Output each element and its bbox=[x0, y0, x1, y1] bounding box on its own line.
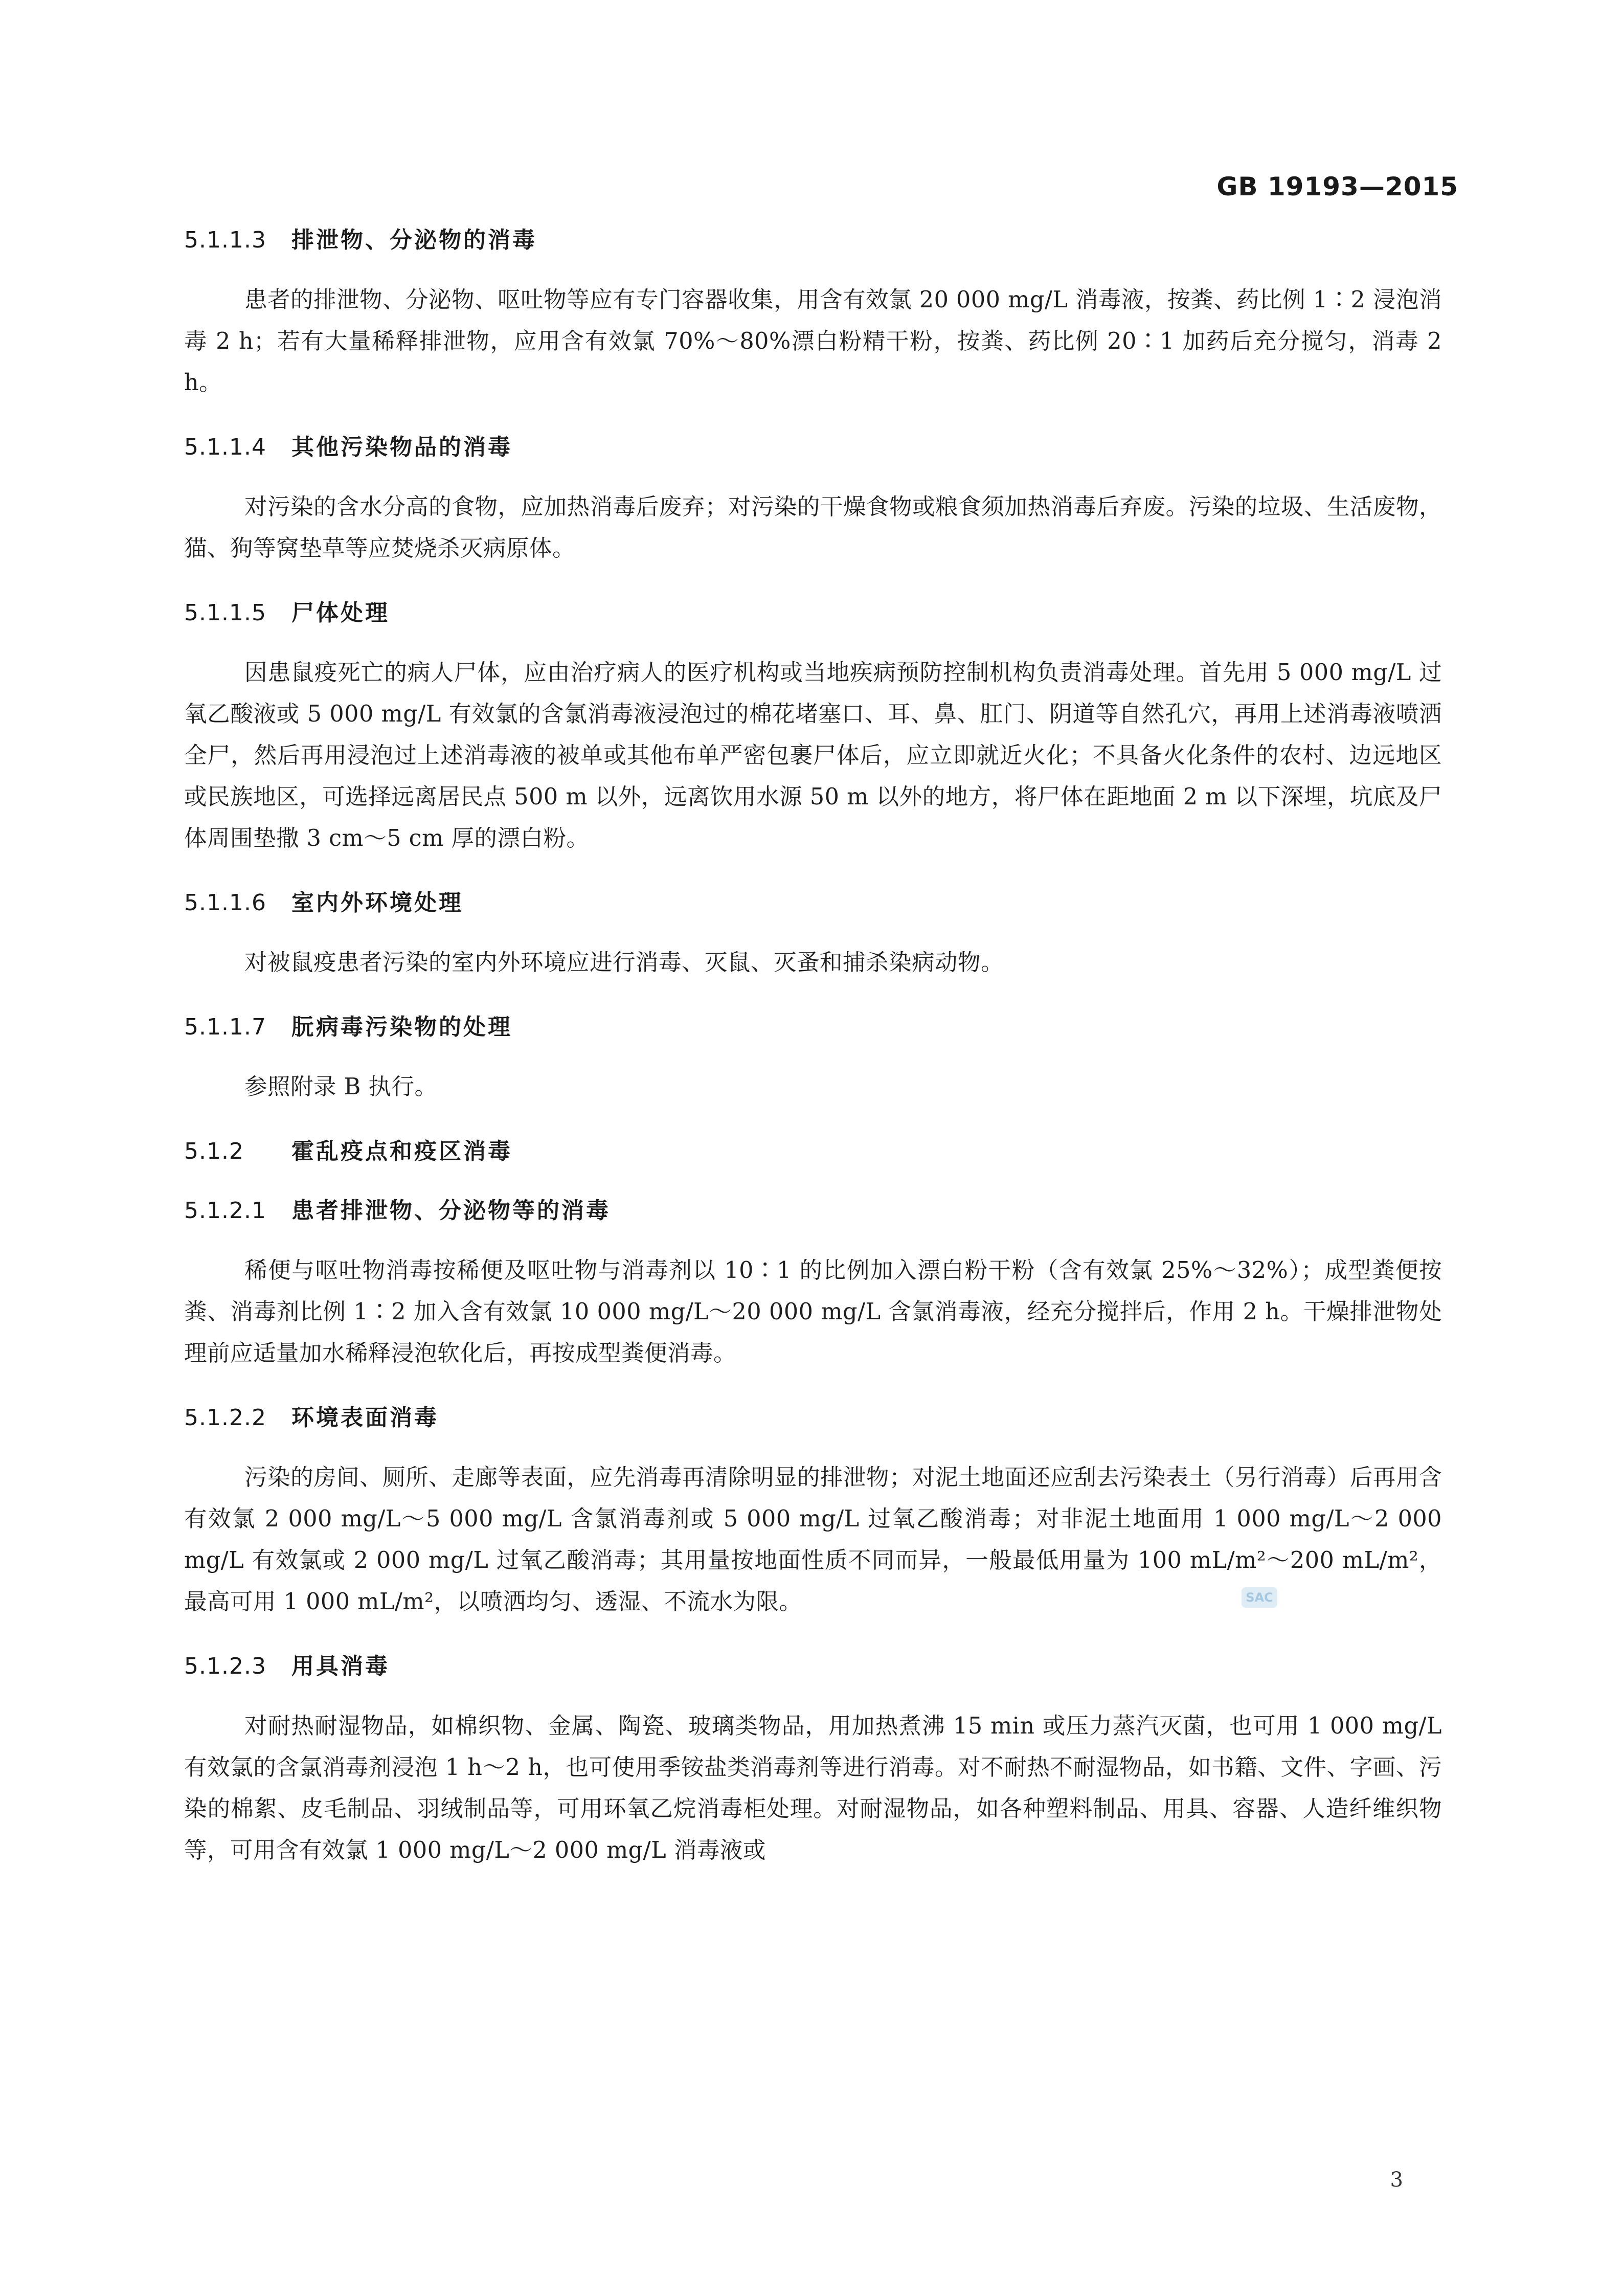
section-heading bbox=[184, 888, 1442, 918]
section-number: 5.1.1.3 bbox=[184, 227, 266, 253]
section-heading bbox=[184, 1136, 1442, 1167]
section-paragraph: 污染的房间、厕所、走廊等表面，应先消毒再清除明显的排泄物；对泥土地面还应刮去污染表土（另行消毒）后再用含有效氯 2 000 mg/L～5 000 mg/L 含氯消毒剂或 5 000 mg/L 过氧乙酸消毒；对非泥土地面用 1 000 mg/L～2 000 mg/L 有效氯或 2 000 mg/L 过氧乙酸消毒；其用量按地面性质不同而异，一般最低用量为 100 mL/m²～200 mL/m²，最高可用 1 000 mL/m²，以喷洒均匀、透湿、不流水为限。 bbox=[184, 1465, 1442, 1615]
section-title: 朊病毒污染物的处理 bbox=[291, 1014, 512, 1040]
section-number: 5.1.1.7 bbox=[184, 1014, 266, 1040]
section-title: 室内外环境处理 bbox=[291, 890, 463, 916]
section-paragraph: 患者的排泄物、分泌物、呕吐物等应有专门容器收集，用含有效氯 20 000 mg/L 消毒液，按粪、药比例 1∶2 浸泡消毒 2 h；若有大量稀释排泄物，应用含有效氯 70%～80%漂白粉精干粉，按粪、药比例 20∶1 加药后充分搅匀，消毒 2 h。 bbox=[184, 287, 1442, 396]
section-number: 5.1.1.4 bbox=[184, 434, 266, 460]
section-title: 排泄物、分泌物的消毒 bbox=[291, 227, 537, 253]
section-heading bbox=[184, 1012, 1442, 1043]
section-number: 5.1.2 bbox=[184, 1138, 244, 1164]
document-body bbox=[184, 225, 1442, 1871]
section-number: 5.1.2.2 bbox=[184, 1405, 266, 1431]
section-paragraph: 对被鼠疫患者污染的室内外环境应进行消毒、灭鼠、灭蚤和捕杀染病动物。 bbox=[244, 950, 1004, 976]
section-paragraph: 对耐热耐湿物品，如棉织物、金属、陶瓷、玻璃类物品，用加热煮沸 15 min 或压力蒸汽灭菌，也可用 1 000 mg/L 有效氯的含氯消毒剂浸泡 1 h～2 h，也可使用季铵盐类消毒剂等进行消毒。对不耐热不耐湿物品，如书籍、文件、字画、污染的棉絮、皮毛制品、羽绒制品等，可用环氧乙烷消毒柜处理。对耐湿物品，如各种塑料制品、用具、容器、人造纤维织物等，可用含有效氯 1 000 mg/L～2 000 mg/L 消毒液或 bbox=[184, 1713, 1442, 1863]
section-number: 5.1.1.6 bbox=[184, 890, 266, 916]
section-paragraph: 稀便与呕吐物消毒按稀便及呕吐物与消毒剂以 10∶1 的比例加入漂白粉干粉（含有效氯 25%～32%）；成型粪便按粪、消毒剂比例 1∶2 加入含有效氯 10 000 mg/L～20 000 mg/L 含氯消毒液，经充分搅拌后，作用 2 h。干燥排泄物处理前应适量加水稀释浸泡软化后，再按成型粪便消毒。 bbox=[184, 1257, 1442, 1366]
section-paragraph: 因患鼠疫死亡的病人尸体，应由治疗病人的医疗机构或当地疾病预防控制机构负责消毒处理。首先用 5 000 mg/L 过氧乙酸液或 5 000 mg/L 有效氯的含氯消毒液浸泡过的棉花堵塞口、耳、鼻、肛门、阴道等自然孔穴，再用上述消毒液喷洒全尸，然后再用浸泡过上述消毒液的被单或其他布单严密包裹尸体后，应立即就近火化；不具备火化条件的农村、边远地区或民族地区，可选择远离居民点 500 m 以外，远离饮用水源 50 m 以外的地方，将尸体在距地面 2 m 以下深埋，坑底及尸体周围垫撒 3 cm～5 cm 厚的漂白粉。 bbox=[184, 660, 1442, 851]
section-heading bbox=[184, 1196, 1442, 1226]
page-number: 3 bbox=[1390, 2168, 1403, 2192]
section-heading bbox=[184, 225, 1442, 256]
section-title: 环境表面消毒 bbox=[291, 1405, 439, 1431]
section-paragraph: 对污染的含水分高的食物，应加热消毒后废弃；对污染的干燥食物或粮食须加热消毒后弃废。污染的垃圾、生活废物，猫、狗等窝垫草等应焚烧杀灭病原体。 bbox=[184, 494, 1442, 561]
section-title: 霍乱疫点和疫区消毒 bbox=[291, 1138, 512, 1164]
section-heading bbox=[184, 1651, 1442, 1682]
section-title: 患者排泄物、分泌物等的消毒 bbox=[291, 1198, 611, 1224]
section-heading bbox=[184, 432, 1442, 463]
section-number: 5.1.2.1 bbox=[184, 1198, 266, 1224]
watermark-logo: SAC bbox=[1242, 1587, 1277, 1608]
section-paragraph: 参照附录 B 执行。 bbox=[244, 1074, 438, 1100]
section-title: 用具消毒 bbox=[291, 1653, 390, 1679]
section-title: 尸体处理 bbox=[291, 600, 390, 626]
section-heading bbox=[184, 1403, 1442, 1433]
section-number: 5.1.2.3 bbox=[184, 1653, 266, 1679]
section-heading bbox=[184, 598, 1442, 628]
section-title: 其他污染物品的消毒 bbox=[291, 434, 512, 460]
section-number: 5.1.1.5 bbox=[184, 600, 266, 626]
standard-code: GB 19193—2015 bbox=[1216, 172, 1458, 201]
